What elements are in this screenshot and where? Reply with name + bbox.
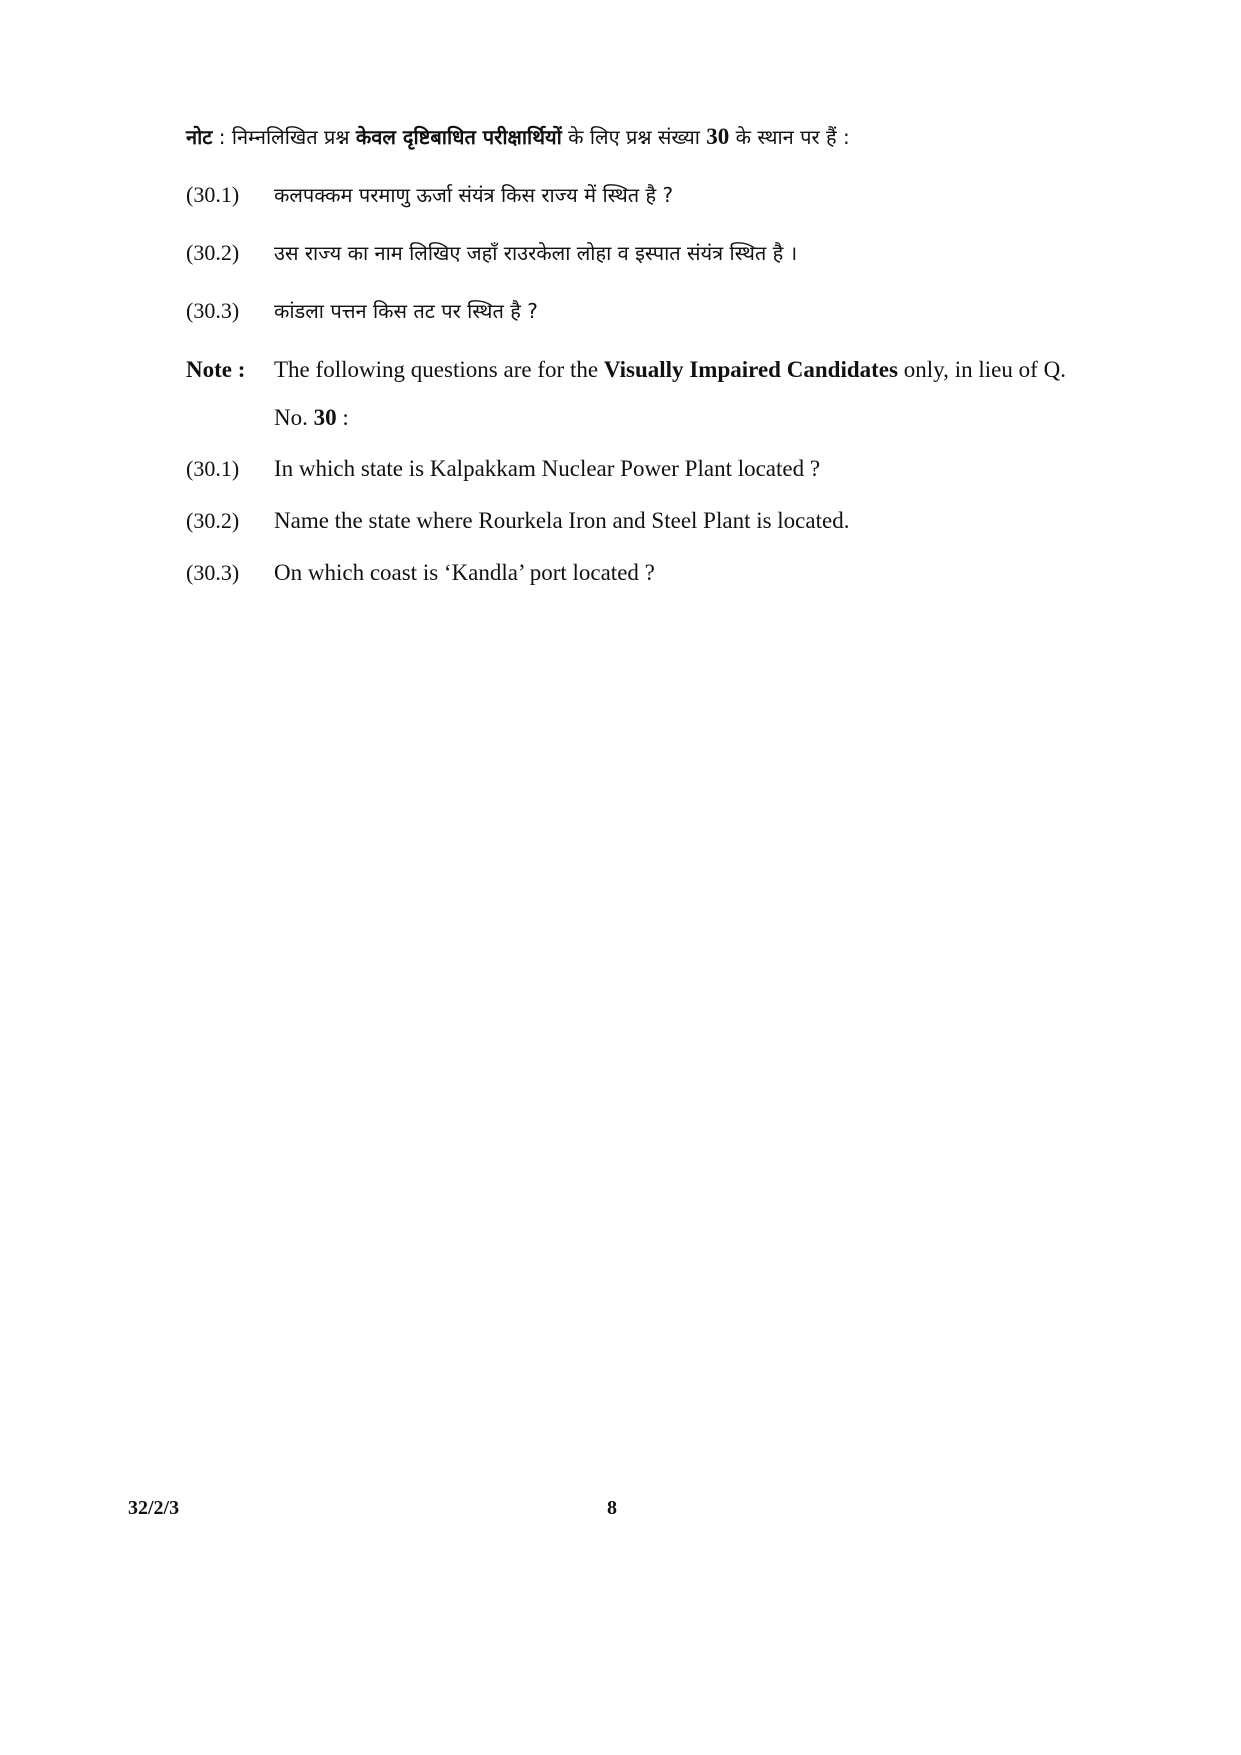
question-number: (30.1) xyxy=(186,182,240,207)
hindi-question xyxy=(186,180,1066,210)
hindi-note-text-1: निम्नलिखित प्रश्न xyxy=(231,125,356,149)
english-note-qnum: 30 xyxy=(313,405,337,430)
hindi-note xyxy=(186,122,1066,152)
question-text: In which state is Kalpakkam Nuclear Power Plant located ? xyxy=(274,456,821,481)
question-number: (30.1) xyxy=(186,456,240,481)
english-question xyxy=(186,454,1066,484)
question-text: On which coast is ‘Kandla’ port located ? xyxy=(274,560,655,585)
english-note-label: Note : xyxy=(186,357,246,382)
question-text: उस राज्य का नाम लिखिए जहाँ राउरकेला लोहा व इस्पात संयंत्र स्थित है । xyxy=(274,241,798,265)
question-text: कांडला पत्तन किस तट पर स्थित है ? xyxy=(274,299,538,323)
english-question xyxy=(186,506,1066,536)
hindi-note-text-3: के स्थान पर हैं : xyxy=(729,125,850,149)
question-number: (30.2) xyxy=(186,240,240,265)
paper-code: 32/2/3 xyxy=(128,1497,180,1519)
hindi-note-text-2: के लिए प्रश्न संख्या xyxy=(561,125,707,149)
english-note-body xyxy=(274,346,1066,442)
hindi-question xyxy=(186,296,1066,326)
question-number: (30.3) xyxy=(186,560,240,585)
hindi-note-label: नोट xyxy=(186,125,213,149)
question-text: कलपक्कम परमाणु ऊर्जा संयंत्र किस राज्य में स्थित है ? xyxy=(274,183,674,207)
question-text: Name the state where Rourkela Iron and Steel Plant is located. xyxy=(274,508,850,533)
question-number: (30.3) xyxy=(186,298,240,323)
hindi-question xyxy=(186,238,1066,268)
english-note-bold: Visually Impaired Candidates xyxy=(603,357,898,382)
english-note-text-2: only, in lieu of Q. No. xyxy=(274,357,1066,430)
hindi-note-bold: केवल दृष्टिबाधित परीक्षार्थियों xyxy=(355,125,562,149)
page-number: 8 xyxy=(607,1497,617,1519)
english-note xyxy=(186,346,1066,442)
english-note-text-3: : xyxy=(336,405,349,430)
hindi-note-sep: : xyxy=(212,125,232,149)
english-note-text-1: The following questions are for the xyxy=(274,357,604,382)
english-question xyxy=(186,558,1066,588)
question-number: (30.2) xyxy=(186,508,240,533)
hindi-note-qnum: 30 xyxy=(706,124,730,149)
